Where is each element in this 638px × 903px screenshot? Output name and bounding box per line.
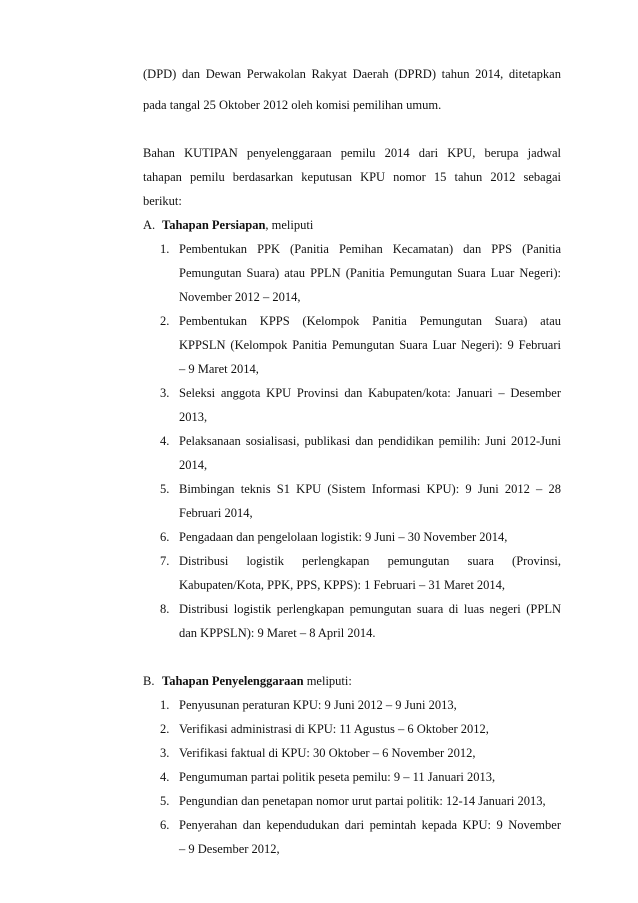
section-a-marker: A.	[143, 218, 156, 232]
b-item-2-number: 2.	[160, 722, 170, 736]
b-item-4-line-1: Pengumuman partai politik peseta pemilu: 9 – 11 Januari 2013,	[179, 770, 496, 784]
b-item-3-number: 3.	[160, 746, 170, 760]
a-item-7-number: 7.	[160, 554, 170, 568]
section-b-title: Tahapan Penyelenggaraan	[162, 674, 304, 688]
a-item-8-number: 8.	[160, 602, 170, 616]
intro-line-1: (DPD) dan Dewan Perwakolan Rakyat Daerah (DPRD) tahun 2014, ditetapkan	[143, 67, 561, 81]
bahan-line-1: Bahan KUTIPAN penyelenggaraan pemilu 2014 dari KPU, berupa jadwal	[143, 146, 561, 160]
section-a-heading-text	[162, 217, 313, 233]
section-b-suffix: meliputi:	[303, 674, 352, 688]
a-item-1-line-3: November 2012 – 2014,	[179, 290, 301, 304]
a-item-7-line-2: Kabupaten/Kota, PPK, PPS, KPPS): 1 Februari – 31 Maret 2014,	[179, 578, 506, 592]
section-a-title: Tahapan Persiapan	[162, 218, 266, 232]
a-item-5-line-2: Februari 2014,	[179, 506, 253, 520]
b-item-5-line-1: Pengundian dan penetapan nomor urut partai politik: 12-14 Januari 2013,	[179, 794, 546, 808]
b-item-6-line-2: – 9 Desember 2012,	[179, 842, 280, 856]
a-item-5-line-1: Bimbingan teknis S1 KPU (Sistem Informasi KPU): 9 Juni 2012 – 28	[179, 482, 561, 496]
bahan-line-2: tahapan pemilu berdasarkan keputusan KPU nomor 15 tahun 2012 sebagai	[143, 170, 561, 184]
section-a-suffix: , meliputi	[265, 218, 314, 232]
a-item-3-line-2: 2013,	[179, 410, 208, 424]
a-item-1-line-1: Pembentukan PPK (Panitia Pemihan Kecamatan) dan PPS (Panitia	[179, 242, 561, 256]
a-item-6-line-1: Pengadaan dan pengelolaan logistik: 9 Juni – 30 November 2014,	[179, 530, 508, 544]
section-b-heading-text	[162, 673, 352, 689]
b-item-2-line-1: Verifikasi administrasi di KPU: 11 Agustus – 6 Oktober 2012,	[179, 722, 489, 736]
b-item-1-line-1: Penyusunan peraturan KPU: 9 Juni 2012 – 9 Juni 2013,	[179, 698, 457, 712]
a-item-8-line-2: dan KPPSLN): 9 Maret – 8 April 2014.	[179, 626, 376, 640]
b-item-6-line-1: Penyerahan dan kependudukan dari pemintah kepada KPU: 9 November	[179, 818, 561, 832]
a-item-7-line-1: Distribusi logistik perlengkapan pemungutan suara (Provinsi,	[179, 554, 561, 568]
b-item-1-number: 1.	[160, 698, 170, 712]
b-item-6-number: 6.	[160, 818, 170, 832]
b-item-3-line-1: Verifikasi faktual di KPU: 30 Oktober – 6 November 2012,	[179, 746, 476, 760]
a-item-6-number: 6.	[160, 530, 170, 544]
a-item-3-number: 3.	[160, 386, 170, 400]
section-b-marker: B.	[143, 674, 155, 688]
a-item-2-line-3: – 9 Maret 2014,	[179, 362, 259, 376]
a-item-4-line-2: 2014,	[179, 458, 208, 472]
a-item-4-number: 4.	[160, 434, 170, 448]
b-item-5-number: 5.	[160, 794, 170, 808]
a-item-5-number: 5.	[160, 482, 170, 496]
a-item-2-line-2: KPPSLN (Kelompok Panitia Pemungutan Suara Luar Negeri): 9 Februari	[179, 338, 561, 352]
a-item-1-line-2: Pemungutan Suara) atau PPLN (Panitia Pemungutan Suara Luar Negeri):	[179, 266, 561, 280]
bahan-line-3: berikut:	[143, 194, 182, 208]
b-item-4-number: 4.	[160, 770, 170, 784]
a-item-2-number: 2.	[160, 314, 170, 328]
a-item-8-line-1: Distribusi logistik perlengkapan pemungutan suara di luas negeri (PPLN	[179, 602, 561, 616]
a-item-3-line-1: Seleksi anggota KPU Provinsi dan Kabupaten/kota: Januari – Desember	[179, 386, 561, 400]
intro-line-2: pada tangal 25 Oktober 2012 oleh komisi pemilihan umum.	[143, 98, 442, 112]
a-item-2-line-1: Pembentukan KPPS (Kelompok Panitia Pemungutan Suara) atau	[179, 314, 561, 328]
section-b-heading	[143, 673, 561, 689]
a-item-1-number: 1.	[160, 242, 170, 256]
a-item-4-line-1: Pelaksanaan sosialisasi, publikasi dan pendidikan pemilih: Juni 2012-Juni	[179, 434, 561, 448]
section-a-heading	[143, 217, 561, 233]
